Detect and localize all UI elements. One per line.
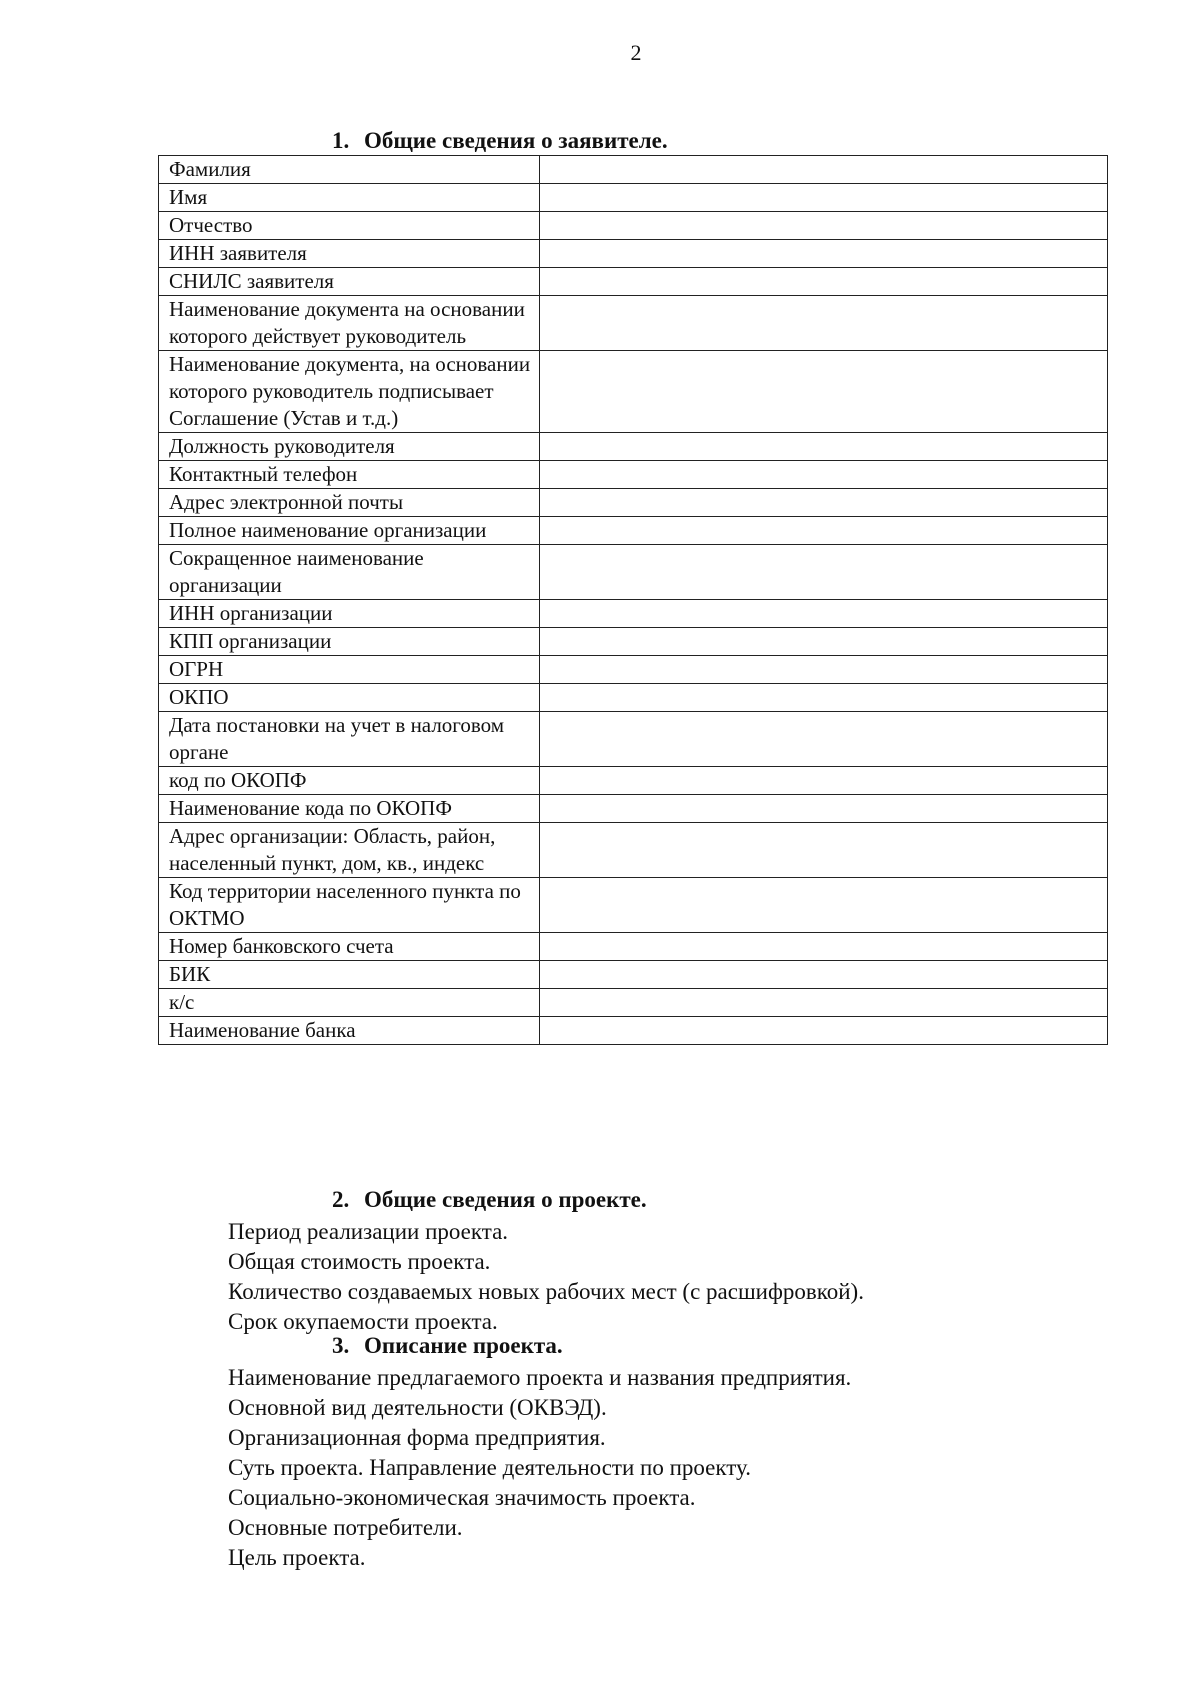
table-row <box>159 878 1108 933</box>
field-value-cell[interactable] <box>540 795 1108 823</box>
field-label: Код территории населенного пункта по ОКТМО <box>159 878 540 933</box>
list-item: Социально-экономическая значимость проекта. <box>228 1485 696 1510</box>
field-value-cell[interactable] <box>540 351 1108 433</box>
field-value-cell[interactable] <box>540 989 1108 1017</box>
table-row <box>159 296 1108 351</box>
field-label: Имя <box>159 184 540 212</box>
field-label: ИНН заявителя <box>159 240 540 268</box>
table-row <box>159 961 1108 989</box>
field-label: КПП организации <box>159 628 540 656</box>
table-row <box>159 1017 1108 1045</box>
page-number: 2 <box>630 40 642 65</box>
table-row <box>159 433 1108 461</box>
field-label: Наименование документа на основании которого действует руководитель <box>159 296 540 351</box>
field-value-cell[interactable] <box>540 461 1108 489</box>
list-item: Основной вид деятельности (ОКВЭД). <box>228 1395 607 1420</box>
list-item: Общая стоимость проекта. <box>228 1249 491 1274</box>
table-row <box>159 795 1108 823</box>
field-value-cell[interactable] <box>540 433 1108 461</box>
field-value-cell[interactable] <box>540 823 1108 878</box>
table-row <box>159 461 1108 489</box>
field-value-cell[interactable] <box>540 545 1108 600</box>
field-value-cell[interactable] <box>540 489 1108 517</box>
table-row <box>159 628 1108 656</box>
field-label: Адрес электронной почты <box>159 489 540 517</box>
field-label: ОКПО <box>159 684 540 712</box>
field-value-cell[interactable] <box>540 933 1108 961</box>
table-row <box>159 240 1108 268</box>
field-label: ОГРН <box>159 656 540 684</box>
list-item: Организационная форма предприятия. <box>228 1425 606 1450</box>
project-description-list <box>228 1363 851 1573</box>
list-item: Основные потребители. <box>228 1515 463 1540</box>
table-row <box>159 351 1108 433</box>
field-value-cell[interactable] <box>540 656 1108 684</box>
table-row <box>159 184 1108 212</box>
table-row <box>159 656 1108 684</box>
list-item: Количество создаваемых новых рабочих мест (с расшифровкой). <box>228 1279 864 1304</box>
field-value-cell[interactable] <box>540 878 1108 933</box>
section-title: Общие сведения о заявителе. <box>364 128 668 153</box>
section-title: Общие сведения о проекте. <box>364 1187 647 1212</box>
table-row <box>159 989 1108 1017</box>
table-row <box>159 684 1108 712</box>
table-row <box>159 933 1108 961</box>
field-value-cell[interactable] <box>540 296 1108 351</box>
section-title: Описание проекта. <box>364 1333 563 1358</box>
field-value-cell[interactable] <box>540 240 1108 268</box>
field-value-cell[interactable] <box>540 517 1108 545</box>
field-label: Наименование банка <box>159 1017 540 1045</box>
field-value-cell[interactable] <box>540 767 1108 795</box>
table-row <box>159 489 1108 517</box>
field-label: Наименование документа, на основании которого руководитель подписывает Соглашение (Устав и т.д.) <box>159 351 540 433</box>
list-item: Срок окупаемости проекта. <box>228 1309 498 1334</box>
table-row <box>159 517 1108 545</box>
field-label: Отчество <box>159 212 540 240</box>
section-number: 1. <box>332 128 350 153</box>
field-label: БИК <box>159 961 540 989</box>
field-value-cell[interactable] <box>540 684 1108 712</box>
section-number: 2. <box>332 1187 350 1212</box>
field-label: СНИЛС заявителя <box>159 268 540 296</box>
field-value-cell[interactable] <box>540 961 1108 989</box>
field-label: Фамилия <box>159 156 540 184</box>
table-row <box>159 212 1108 240</box>
field-label: ИНН организации <box>159 600 540 628</box>
list-item: Наименование предлагаемого проекта и названия предприятия. <box>228 1365 852 1390</box>
field-value-cell[interactable] <box>540 212 1108 240</box>
field-label: Полное наименование организации <box>159 517 540 545</box>
list-item: Суть проекта. Направление деятельности по проекту. <box>228 1455 751 1480</box>
project-info-list <box>228 1217 864 1337</box>
field-value-cell[interactable] <box>540 1017 1108 1045</box>
field-label: Наименование кода по ОКОПФ <box>159 795 540 823</box>
field-value-cell[interactable] <box>540 184 1108 212</box>
list-item: Цель проекта. <box>228 1545 366 1570</box>
section-heading-project-info <box>332 1187 647 1213</box>
applicant-info-table <box>158 155 1108 1045</box>
field-value-cell[interactable] <box>540 600 1108 628</box>
table-row <box>159 823 1108 878</box>
table-row <box>159 545 1108 600</box>
section-heading-applicant <box>332 128 668 154</box>
field-label: Сокращенное наименование организации <box>159 545 540 600</box>
field-label: Номер банковского счета <box>159 933 540 961</box>
field-label: к/с <box>159 989 540 1017</box>
field-value-cell[interactable] <box>540 628 1108 656</box>
table-row <box>159 156 1108 184</box>
table-row <box>159 600 1108 628</box>
field-label: Адрес организации: Область, район, населенный пункт, дом, кв., индекс <box>159 823 540 878</box>
section-heading-project-description <box>332 1333 563 1359</box>
field-value-cell[interactable] <box>540 268 1108 296</box>
field-value-cell[interactable] <box>540 156 1108 184</box>
list-item: Период реализации проекта. <box>228 1219 509 1244</box>
table-row <box>159 268 1108 296</box>
field-label: код по ОКОПФ <box>159 767 540 795</box>
section-number: 3. <box>332 1333 350 1358</box>
table-row <box>159 712 1108 767</box>
field-label: Контактный телефон <box>159 461 540 489</box>
field-value-cell[interactable] <box>540 712 1108 767</box>
table-row <box>159 767 1108 795</box>
field-label: Дата постановки на учет в налоговом органе <box>159 712 540 767</box>
field-label: Должность руководителя <box>159 433 540 461</box>
